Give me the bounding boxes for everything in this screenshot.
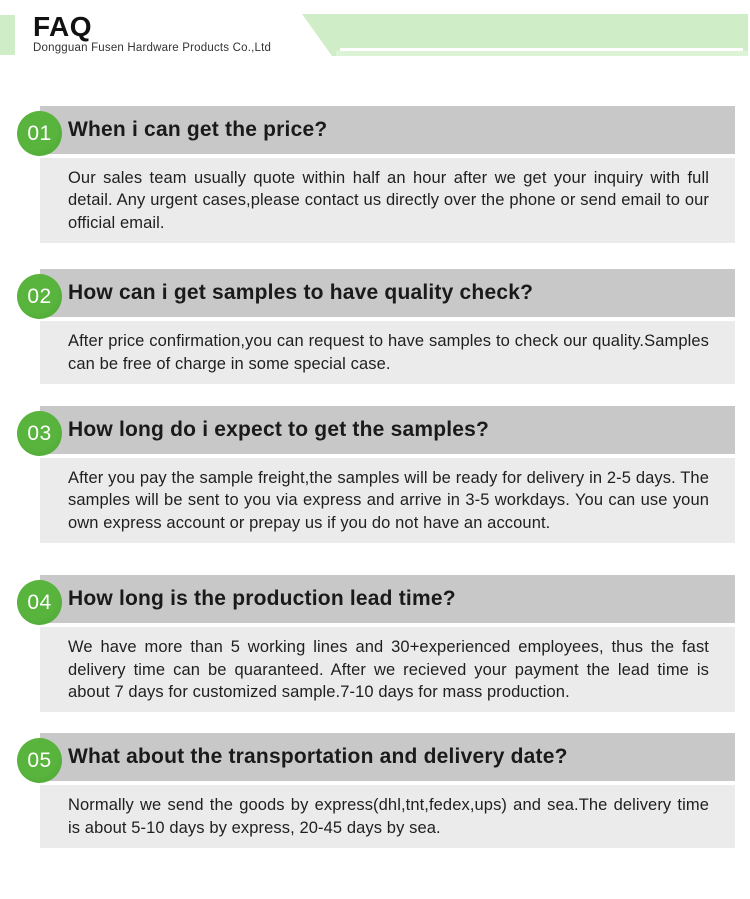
answer-box <box>40 785 735 848</box>
number-badge <box>17 111 62 156</box>
number-label: 05 <box>27 748 52 772</box>
answer-box <box>40 158 735 243</box>
header-left-accent-bar <box>0 15 15 55</box>
number-label: 01 <box>27 121 52 145</box>
number-badge <box>17 411 62 456</box>
question-bar <box>27 406 735 454</box>
answer-text: We have more than 5 working lines and 30+experienced employees, thus the fast delivery time can be quaranteed. After we recieved your payment the lead time is about 7 days for customized sample.7-10 days for mass production. <box>68 638 709 702</box>
question-bar <box>27 269 735 317</box>
question-text: How can i get samples to have quality check? <box>68 281 534 305</box>
company-name: Dongguan Fusen Hardware Products Co.,Ltd <box>33 42 272 54</box>
answer-text: Normally we send the goods by express(dhl,tnt,fedex,ups) and sea.The delivery time is about 5-10 days by express, 20-45 days by sea. <box>68 796 709 837</box>
header-band-bottom-strip <box>336 51 748 56</box>
question-bar <box>27 106 735 154</box>
faq-item <box>27 406 735 543</box>
number-label: 04 <box>27 590 52 614</box>
number-label: 03 <box>27 421 52 445</box>
page-title: FAQ <box>33 11 93 42</box>
faq-item <box>27 575 735 712</box>
question-text: How long do i expect to get the samples? <box>68 418 490 442</box>
faq-item <box>27 106 735 243</box>
answer-text: After price confirmation,you can request to have samples to check our quality.Samples can be free of charge in some special case. <box>68 332 709 373</box>
answer-box <box>40 458 735 543</box>
answer-box <box>40 627 735 712</box>
number-badge <box>17 738 62 783</box>
question-bar <box>27 733 735 781</box>
answer-box <box>40 321 735 384</box>
question-text: What about the transportation and delivery date? <box>68 745 568 769</box>
question-bar <box>27 575 735 623</box>
header-green-band <box>302 14 748 56</box>
answer-text: After you pay the sample freight,the samples will be ready for delivery in 2-5 days. The samples will be sent to you via express and arrive in 3-5 workdays. You can use youn own express account or prepay us if you do not have an account. <box>68 469 709 532</box>
faq-item <box>27 733 735 848</box>
number-label: 02 <box>27 284 52 308</box>
number-badge <box>17 580 62 625</box>
header-band-white-stripe <box>340 48 743 51</box>
header <box>0 0 750 56</box>
faq-list <box>0 56 750 848</box>
number-badge <box>17 274 62 319</box>
answer-text: Our sales team usually quote within half an hour after we get your inquiry with full detail. Any urgent cases,please contact us directly over the phone or send email to our official email. <box>68 169 709 232</box>
question-text: How long is the production lead time? <box>68 587 456 611</box>
faq-item <box>27 269 735 384</box>
question-text: When i can get the price? <box>68 118 328 141</box>
